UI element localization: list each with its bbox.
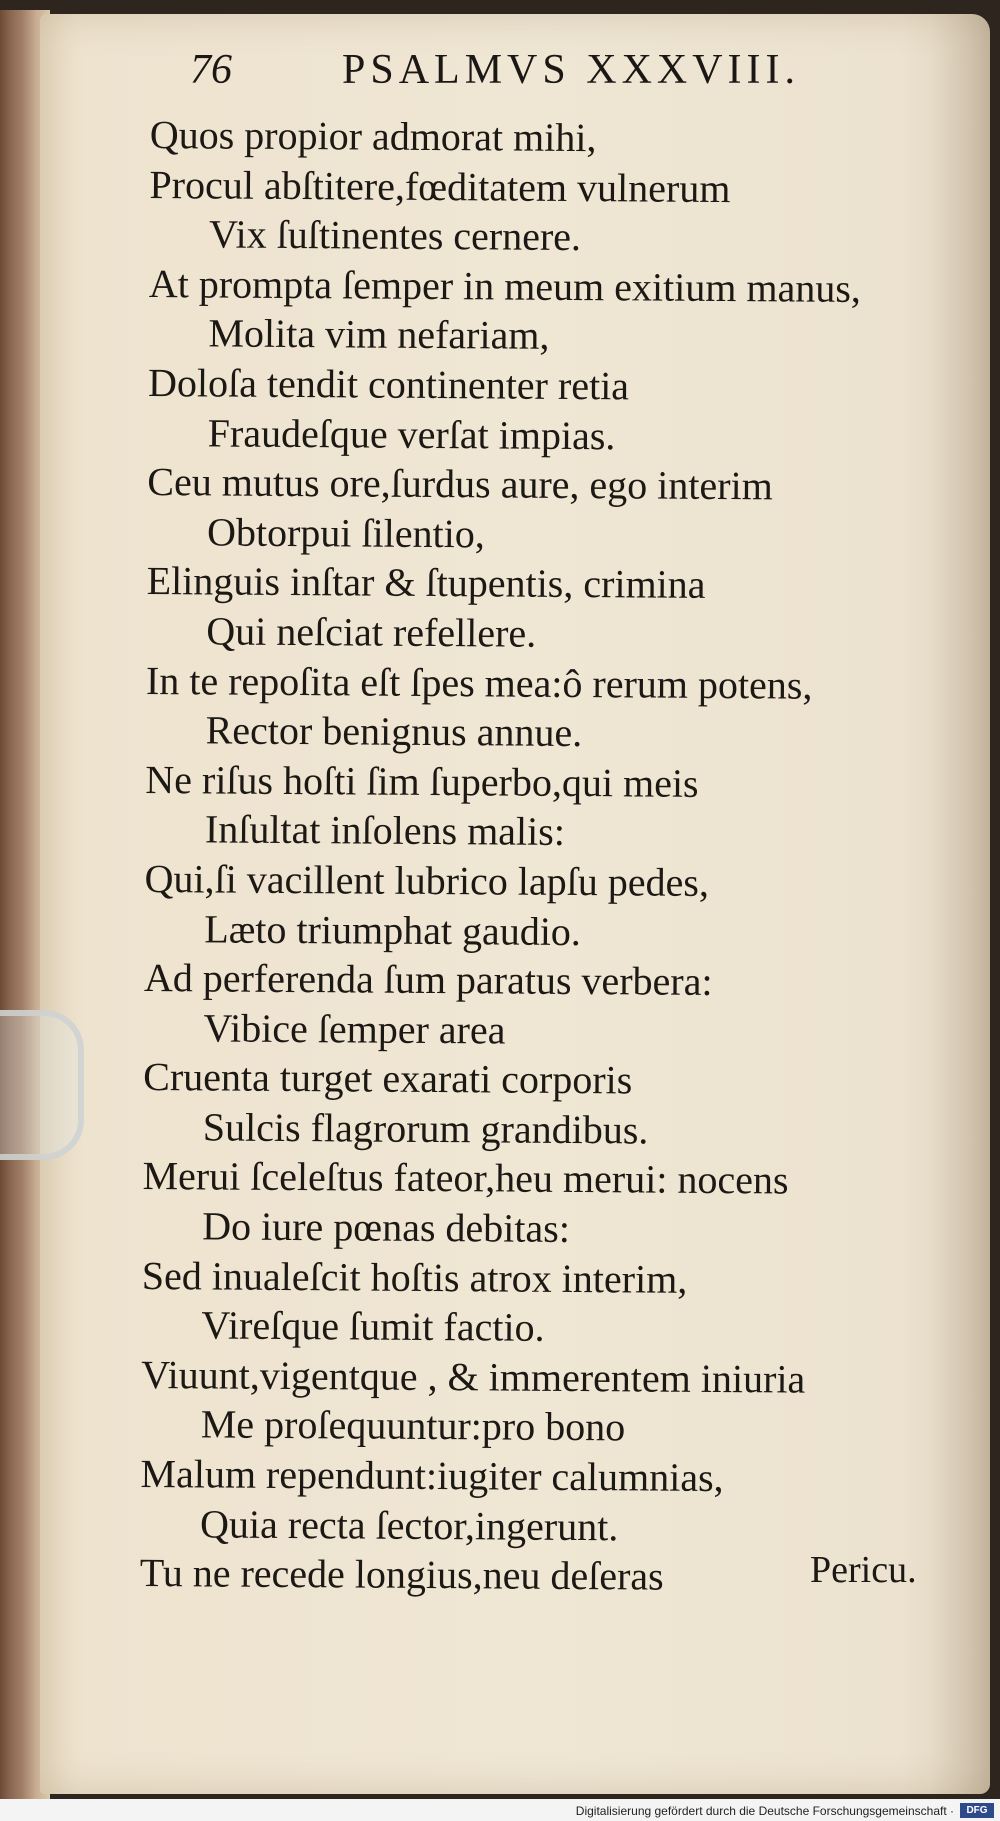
verse-text	[140, 110, 930, 1603]
verse-line: Me proſequuntur:pro bono	[200, 1401, 626, 1450]
verse-line: Ceu mutus ore,ſurdus aure, ego interim	[147, 459, 773, 509]
verse-line: Sed inualeſcit hoſtis atrox interim,	[141, 1252, 688, 1302]
verse-line: Tu ne recede longius,neu deſeras	[139, 1550, 664, 1599]
footer-bar	[0, 1799, 1000, 1821]
dfg-logo: DFG	[960, 1803, 994, 1818]
verse-line: Quia recta ſector,ingerunt.	[199, 1501, 619, 1549]
page-header	[150, 46, 870, 96]
verse-line: Læto triumphat gaudio.	[204, 905, 582, 954]
verse-line: Procul abſtitere,fœditatem vulnerum	[149, 161, 731, 211]
verse-line: Viuunt,vigentque , & immerentem iniuria	[141, 1351, 806, 1402]
verse-line: Malum rependunt:iugiter calumnias,	[140, 1450, 724, 1501]
verse-line: Qui neſciat refellere.	[206, 608, 537, 656]
verse-line: Obtorpui ſilentio,	[206, 509, 485, 557]
verse-line: Vireſque ſumit factio.	[201, 1302, 545, 1351]
running-title: PSALMVS XXXVIII.	[342, 47, 801, 93]
verse-line: Ne riſus hoſti ſim ſuperbo,qui meis	[145, 756, 699, 806]
verse-line: Merui ſceleſtus fateor,heu merui: nocens	[142, 1153, 789, 1203]
funding-credit: Digitalisierung gefördert durch die Deutsche Forschungsgemeinschaft ·	[575, 1804, 954, 1818]
catchword: Pericu.	[810, 1549, 917, 1591]
verse-line: Elinguis inſtar & ſtupentis, crimina	[146, 558, 706, 608]
verse-line: Ad perferenda ſum paratus verbera:	[143, 955, 713, 1005]
page-holder-clip	[0, 1010, 84, 1160]
verse-line: Doloſa tendit continenter retia	[147, 359, 630, 409]
verse-line: Do iure pœnas debitas:	[202, 1203, 571, 1252]
verse-line: Fraudeſque verſat impias.	[207, 409, 616, 458]
verse-line: Quos propior admorat mihi,	[149, 111, 597, 161]
verse-line: Molita vim nefariam,	[208, 310, 550, 359]
verse-line: Rector benignus annue.	[205, 707, 583, 756]
verse-line: Vibice ſemper area	[203, 1005, 506, 1053]
verse-line: Vix ſuſtinentes cernere.	[208, 211, 582, 260]
verse-line: In te repoſita eſt ſpes mea:ô rerum potens,	[145, 657, 813, 708]
verse-line: Sulcis flagrorum grandibus.	[202, 1104, 649, 1153]
page-number: 76	[190, 47, 232, 93]
verse-line: Qui,ſi vacillent lubrico lapſu pedes,	[144, 855, 710, 905]
verse-line: Cruenta turget exarati corporis	[143, 1054, 633, 1103]
verse-line: Inſultat inſolens malis:	[204, 806, 566, 855]
verse-line: At prompta ſemper in meum exitium manus,	[148, 260, 862, 311]
